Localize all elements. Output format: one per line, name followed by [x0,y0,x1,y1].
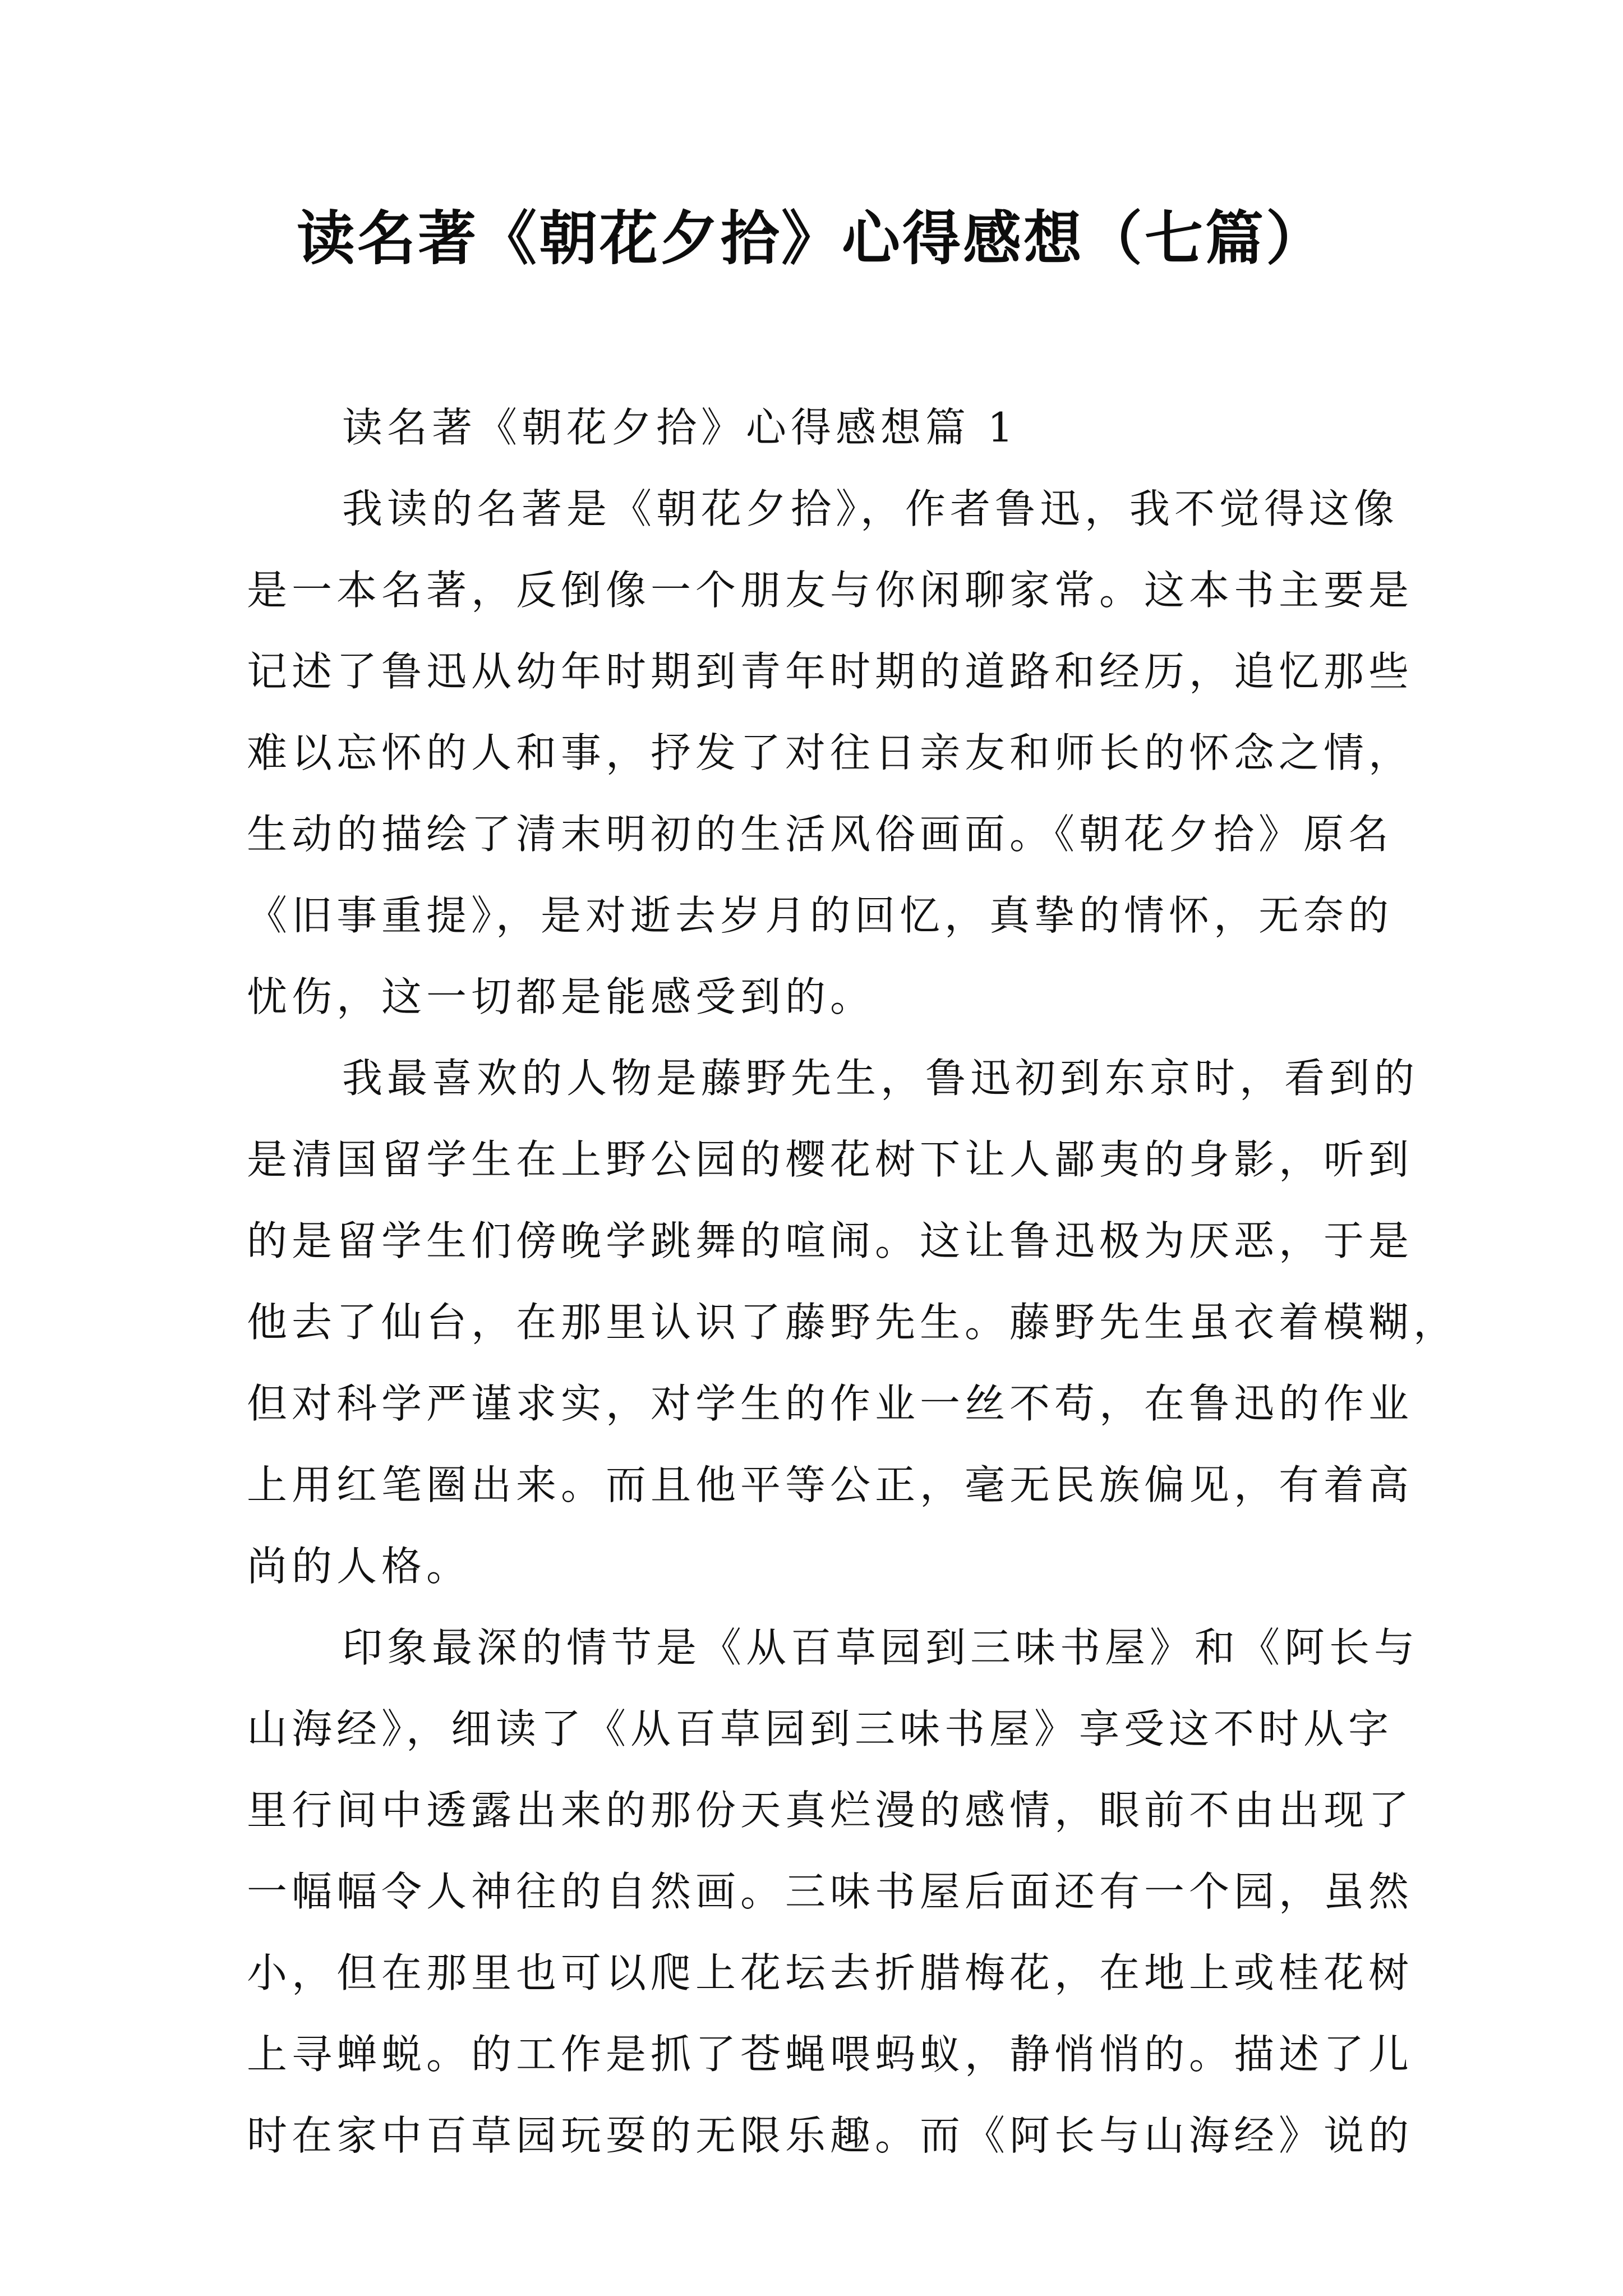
text-line: 《旧事重提》，是对逝去岁月的回忆，真挚的情怀，无奈的 [247,892,1394,939]
text-line: 是清国留学生在上野公园的樱花树下让人鄙夷的身影，听到 [247,1136,1414,1183]
paragraph-2 [247,1038,1459,1607]
text-line: 印象最深的情节是《从百草园到三味书屋》和《阿长与 [342,1624,1419,1671]
paragraph-1 [247,468,1414,1038]
section-heading: 读名著《朝花夕拾》心得感想篇 1 [342,404,1018,451]
paragraph-3 [247,1607,1419,2177]
document-title: 读名著《朝花夕拾》心得感想（七篇） [296,204,1326,273]
text-line: 上寻蝉蜕。的工作是抓了苍蝇喂蚂蚁，静悄悄的。描述了儿 [247,2031,1414,2078]
text-line: 是一本名著，反倒像一个朋友与你闲聊家常。这本书主要是 [247,567,1414,614]
text-line: 忧伤，这一切都是能感受到的。 [247,973,875,1020]
text-line: 山海经》，细读了《从百草园到三味书屋》享受这不时从字 [247,1705,1394,1752]
text-line: 时在家中百草园玩耍的无限乐趣。而《阿长与山海经》说的 [247,2112,1414,2159]
text-line: 小，但在那里也可以爬上花坛去折腊梅花，在地上或桂花树 [247,1949,1414,1996]
text-line: 我最喜欢的人物是藤野先生，鲁迅初到东京时，看到的 [342,1055,1419,1102]
document-body [247,387,1459,2177]
text-line: 的是留学生们傍晚学跳舞的喧闹。这让鲁迅极为厌恶，于是 [247,1217,1414,1264]
text-line: 他去了仙台，在那里认识了藤野先生。藤野先生虽衣着模糊， [247,1299,1459,1346]
text-line: 但对科学严谨求实，对学生的作业一丝不苟，在鲁迅的作业 [247,1380,1414,1427]
text-line: 上用红笔圈出来。而且他平等公正，毫无民族偏见，有着高 [247,1461,1414,1508]
text-line: 生动的描绘了清末明初的生活风俗画面。《朝花夕拾》原名 [247,811,1394,858]
text-line: 里行间中透露出来的那份天真烂漫的感情，眼前不由出现了 [247,1787,1414,1834]
text-line: 尚的人格。 [247,1543,472,1590]
text-line: 我读的名著是《朝花夕拾》，作者鲁迅，我不觉得这像 [342,485,1399,532]
text-line: 难以忘怀的人和事，抒发了对往日亲友和师长的怀念之情， [247,729,1414,776]
text-line: 一幅幅令人神往的自然画。三味书屋后面还有一个园，虽然 [247,1868,1414,1915]
text-line: 记述了鲁迅从幼年时期到青年时期的道路和经历，追忆那些 [247,648,1414,695]
